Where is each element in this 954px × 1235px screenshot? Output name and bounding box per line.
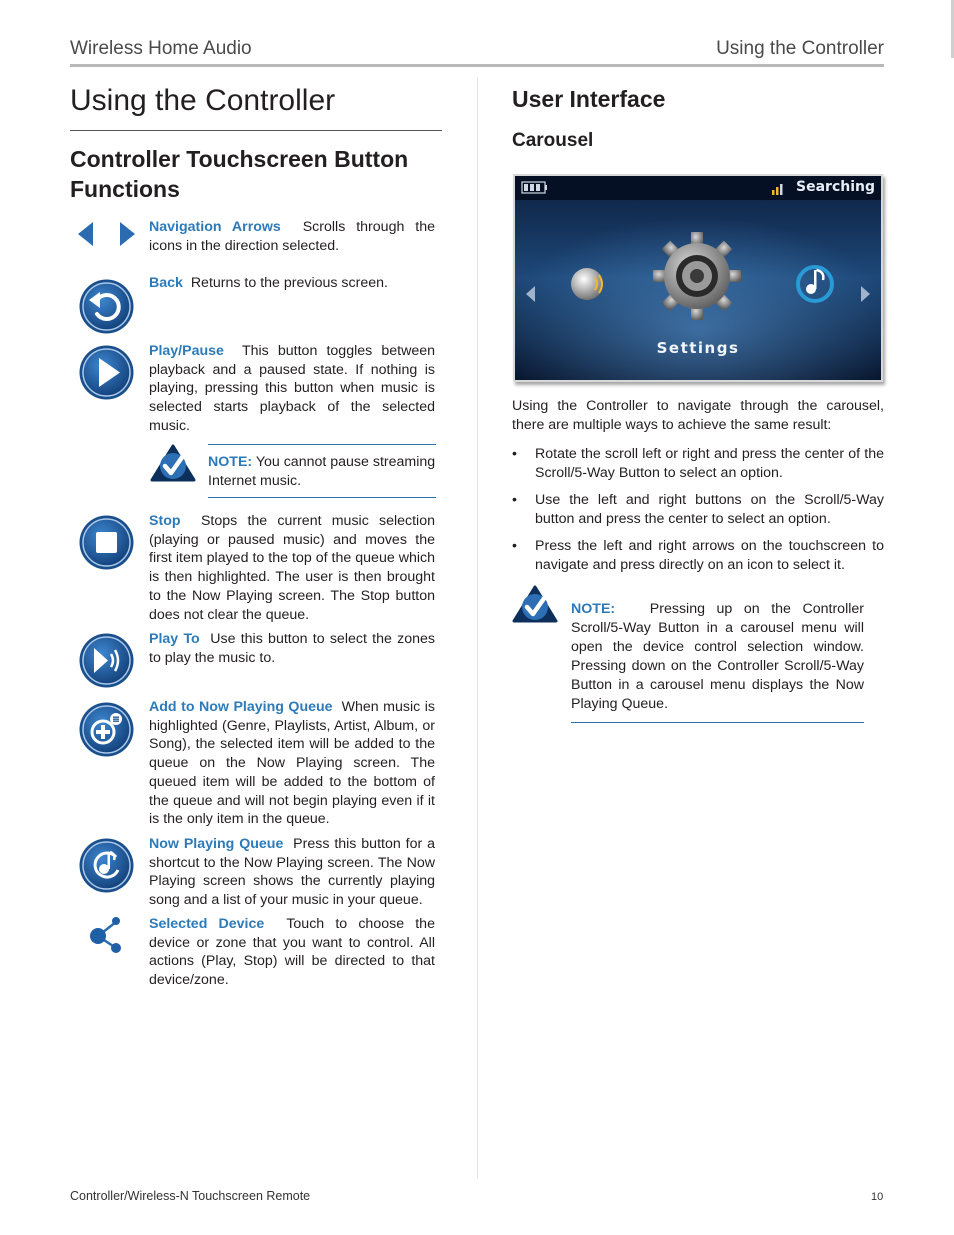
item-key: Stop — [149, 513, 181, 529]
carousel-screenshot — [513, 174, 883, 382]
header-rule — [70, 64, 884, 67]
bullet-text: Use the left and right buttons on the Scroll/5-Way button and press the center to select an option. — [535, 492, 884, 527]
now-playing-queue-icon — [78, 837, 135, 894]
ui-section-title: User Interface — [512, 86, 666, 112]
item-desc: Scrolls through the icons in the direction selected. — [149, 219, 436, 254]
stop-icon — [78, 514, 135, 571]
item-desc: When music is highlighted (Genre, Playlists, Artist, Album, or Song), the selected item will be added to the queue on the Now Playing screen. The queued item will be added to the bottom of the queue and will not begin playing even if it is the only item in the queue. — [149, 699, 435, 828]
bullet-item — [512, 491, 884, 529]
screen-selected-label: Settings — [656, 339, 740, 357]
item-desc: Touch to choose the device or zone that you want to control. All actions (Play, Stop) will be directed to that device/zone. — [149, 916, 435, 989]
title-rule — [70, 130, 442, 131]
item-key: Navigation Arrows — [149, 219, 281, 235]
item-navigation-arrows — [149, 218, 435, 255]
column-divider — [477, 78, 478, 1178]
carousel-title: Carousel — [512, 130, 594, 151]
bullet-text: Rotate the scroll left or right and press the center of the Scroll/5-Way Button to select an option. — [535, 446, 884, 481]
checkmark-note-icon — [150, 444, 196, 484]
item-key: Now Playing Queue — [149, 836, 284, 852]
bullet-item — [512, 445, 884, 483]
note-label: NOTE: — [571, 601, 616, 617]
page-title: Using the Controller — [70, 84, 336, 117]
item-key: Play/Pause — [149, 343, 224, 359]
item-stop — [149, 512, 435, 624]
page-number: 10 — [871, 1191, 884, 1203]
bullet-dot: • — [512, 492, 517, 508]
play-pause-icon — [78, 344, 135, 401]
header-right: Using the Controller — [716, 38, 884, 59]
bullet-text: Press the left and right arrows on the touchscreen to navigate and press directly on an icon to select it. — [535, 538, 884, 573]
bullet-dot: • — [512, 446, 517, 462]
item-play-to — [149, 630, 435, 667]
item-key: Play To — [149, 631, 200, 647]
item-key: Back — [149, 275, 183, 291]
note-pause-streaming — [208, 444, 436, 498]
note-label: NOTE: — [208, 454, 253, 470]
screen-status: Searching — [796, 179, 875, 195]
bullet-item — [512, 537, 884, 575]
item-key: Add to Now Playing Queue — [149, 699, 333, 715]
add-to-queue-icon — [78, 701, 135, 758]
note-carousel-menu — [571, 600, 864, 723]
back-icon — [78, 278, 135, 335]
item-play-pause — [149, 342, 435, 436]
section-title: Controller Touchscreen Button Functions — [70, 146, 409, 202]
checkmark-note-icon — [512, 585, 558, 625]
play-to-icon — [78, 632, 135, 689]
selected-device-icon — [88, 914, 124, 954]
navigation-arrows-icon — [76, 220, 136, 248]
item-desc: Press this button for a shortcut to the Now Playing screen. The Now Playing screen shows the currently playing song and a list of your music in your queue. — [149, 836, 435, 909]
item-desc: Returns to the previous screen. — [190, 275, 388, 291]
item-now-playing-queue — [149, 835, 435, 910]
item-key: Selected Device — [149, 916, 265, 932]
item-selected-device — [149, 915, 435, 990]
item-desc: This button toggles between playback and a paused state. If nothing is playing, pressing this button when music is selected starts playback of the selected music. — [149, 343, 435, 434]
item-add-to-queue — [149, 698, 435, 829]
item-desc: Stops the current music selection (playing or paused music) and moves the first item played to the top of the queue which is then highlighted. The user is then brought to the Now Playing screen. The Stop button does not clear the queue. — [149, 513, 435, 623]
item-back — [149, 274, 435, 293]
item-desc: Use this button to select the zones to play the music to. — [149, 631, 435, 666]
bullet-dot: • — [512, 538, 517, 554]
note-text: You cannot pause streaming Internet music. — [208, 454, 436, 489]
footer-product: Controller/Wireless-N Touchscreen Remote — [70, 1189, 311, 1203]
carousel-intro: Using the Controller to navigate through the carousel, there are multiple ways to achieve the same result: — [512, 398, 884, 433]
note-text: Pressing up on the Controller Scroll/5-Way Button in a carousel menu will open the device control selection window. Pressing down on the Controller Scroll/5-Way Button in a carousel menu displays the Now Playing Queue. — [571, 601, 864, 712]
header-left: Wireless Home Audio — [70, 38, 252, 59]
